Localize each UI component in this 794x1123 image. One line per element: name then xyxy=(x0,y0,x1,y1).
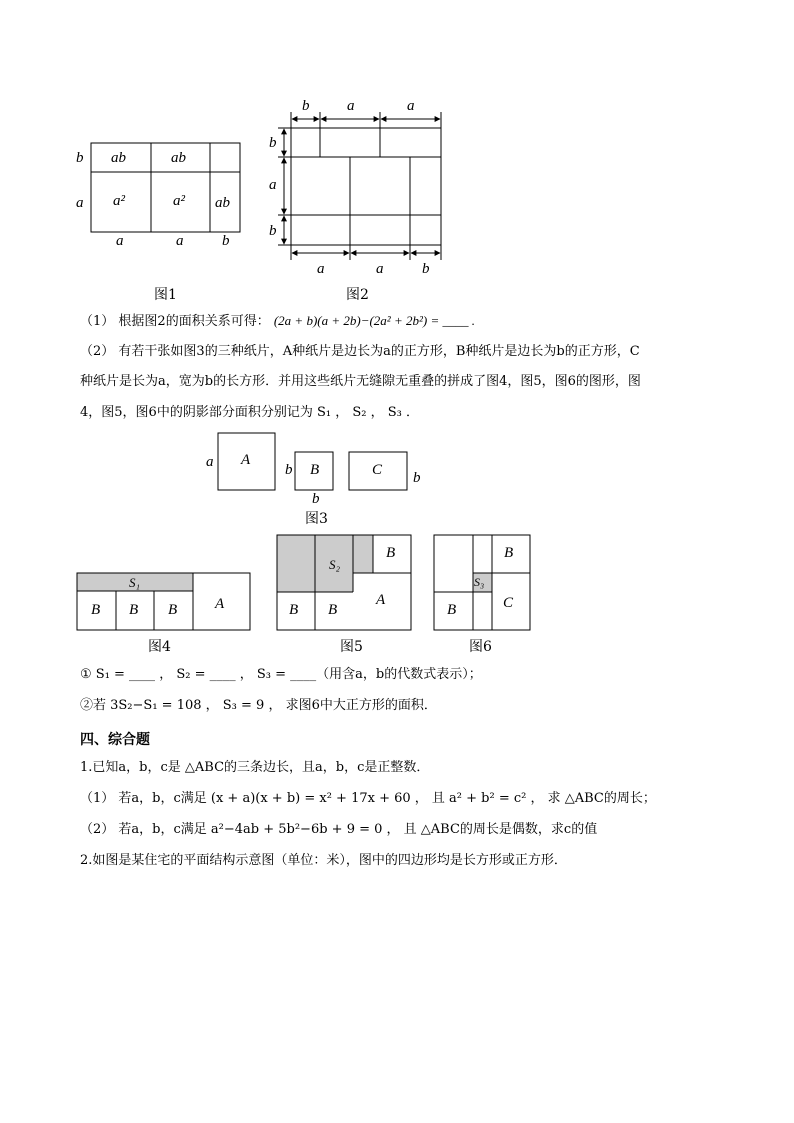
section-4-problem-1: 1.已知a，b，c是 △ABC的三条边长，且a，b，c是正整数． xyxy=(80,760,430,775)
fig2-bottom-label-a2: a xyxy=(376,261,384,277)
fig6-shaded-s3: S₃ xyxy=(474,575,485,589)
fig3-c-side-label: b xyxy=(413,470,421,486)
fig3-piece-a: A xyxy=(241,452,251,468)
question-1-number: （1） xyxy=(80,314,115,329)
fig5-cell-b-top: B xyxy=(386,545,396,561)
question-1-expression: (2a + b)(a + 2b)−(2a² + 2b²) = ____ . xyxy=(273,313,475,328)
fig5-shaded-s2: S₂ xyxy=(329,557,341,572)
fig1-cell-a2-1: a² xyxy=(113,193,125,209)
fig2-top-label-a2: a xyxy=(407,98,415,114)
question-2-number: （2） xyxy=(80,344,115,359)
fig2-side-label-b2: b xyxy=(269,223,277,239)
fig6-cell-c: C xyxy=(503,595,514,611)
fig5-cell-a: A xyxy=(376,592,386,608)
fig6-caption: 图6 xyxy=(469,639,492,655)
fig1-caption: 图1 xyxy=(154,287,177,303)
fig1-col-label-a1: a xyxy=(116,233,124,249)
fig1-col-label-b: b xyxy=(222,233,230,249)
question-2-text-1: 有若干张如图3的三种纸片，A种纸片是边长为a的正方形，B种纸片是边长为b的正方形，C xyxy=(118,344,640,359)
fig4-cell-b3: B xyxy=(168,602,178,618)
section-4-title: 四、综合题 xyxy=(80,732,150,748)
fig2-side-label-b1: b xyxy=(269,135,277,151)
fig1-cell-ab-3: ab xyxy=(215,195,230,211)
fig4-shaded-s1: S₁ xyxy=(129,575,141,590)
fig3-b-side-label: b xyxy=(285,462,293,478)
fig1-cell-ab-1: ab xyxy=(111,150,126,166)
fig1-col-label-a2: a xyxy=(176,233,184,249)
question-2-line-2: 种纸片是长为a，宽为b的长方形．并用这些纸片无缝隙无重叠的拼成了图4，图5，图6的图形，图 xyxy=(80,374,641,389)
fig3-b-bottom-label: b xyxy=(312,491,320,507)
fig4-cell-a: A xyxy=(215,596,225,612)
fig4-caption: 图4 xyxy=(148,639,171,655)
fig3-caption: 图3 xyxy=(305,511,328,527)
fig5-caption: 图5 xyxy=(340,639,363,655)
question-2-line-3: 4，图5，图6中的阴影部分面积分别记为 S₁ ， S₂ ， S₃ ． xyxy=(80,405,419,420)
question-1-text: 根据图2的面积关系可得： xyxy=(118,314,270,329)
fig6-cell-b-top: B xyxy=(504,545,514,561)
section-4-problem-1-q1: （1） 若a，b，c满足 (x + a)(x + b) = x² + 17x + 60 ， 且 a² + b² = c² ， 求 △ABC的周长； xyxy=(80,791,656,806)
section-4-problem-2: 2.如图是某住宅的平面结构示意图（单位：米），图中的四边形均是长方形或正方形． xyxy=(80,853,567,868)
fig6-cell-b-left: B xyxy=(447,602,457,618)
fig3-piece-b: B xyxy=(310,462,320,478)
fig3-piece-c: C xyxy=(372,462,383,478)
question-2-sub-2: ②若 3S₂−S₁ = 108 ， S₃ = 9 ， 求图6中大正方形的面积． xyxy=(80,698,437,713)
fig2-caption: 图2 xyxy=(346,287,369,303)
fig2-top-label-a1: a xyxy=(347,98,355,114)
fig1-cell-ab-2: ab xyxy=(171,150,186,166)
fig2-bottom-label-a1: a xyxy=(317,261,325,277)
fig2-top-label-b: b xyxy=(302,98,310,114)
fig1-row-label-b: b xyxy=(76,150,84,166)
question-2-sub-1: ① S₁ = ____ ， S₂ = ____ ， S₃ = ____（用含a，b的代数式表示）； xyxy=(80,667,482,682)
section-4-problem-1-q2: （2） 若a，b，c满足 a²−4ab + 5b²−6b + 9 = 0 ， 且 △ABC的周长是偶数，求c的值 xyxy=(80,822,598,837)
fig4-cell-b2: B xyxy=(129,602,139,618)
fig1-cell-a2-2: a² xyxy=(173,193,185,209)
fig5-cell-b1: B xyxy=(289,602,299,618)
fig2-bottom-label-b: b xyxy=(422,261,430,277)
fig1-row-label-a: a xyxy=(76,195,84,211)
fig3-a-side-label: a xyxy=(206,454,214,470)
fig5-cell-b2: B xyxy=(328,602,338,618)
fig4-cell-b1: B xyxy=(91,602,101,618)
fig2-side-label-a: a xyxy=(269,177,277,193)
